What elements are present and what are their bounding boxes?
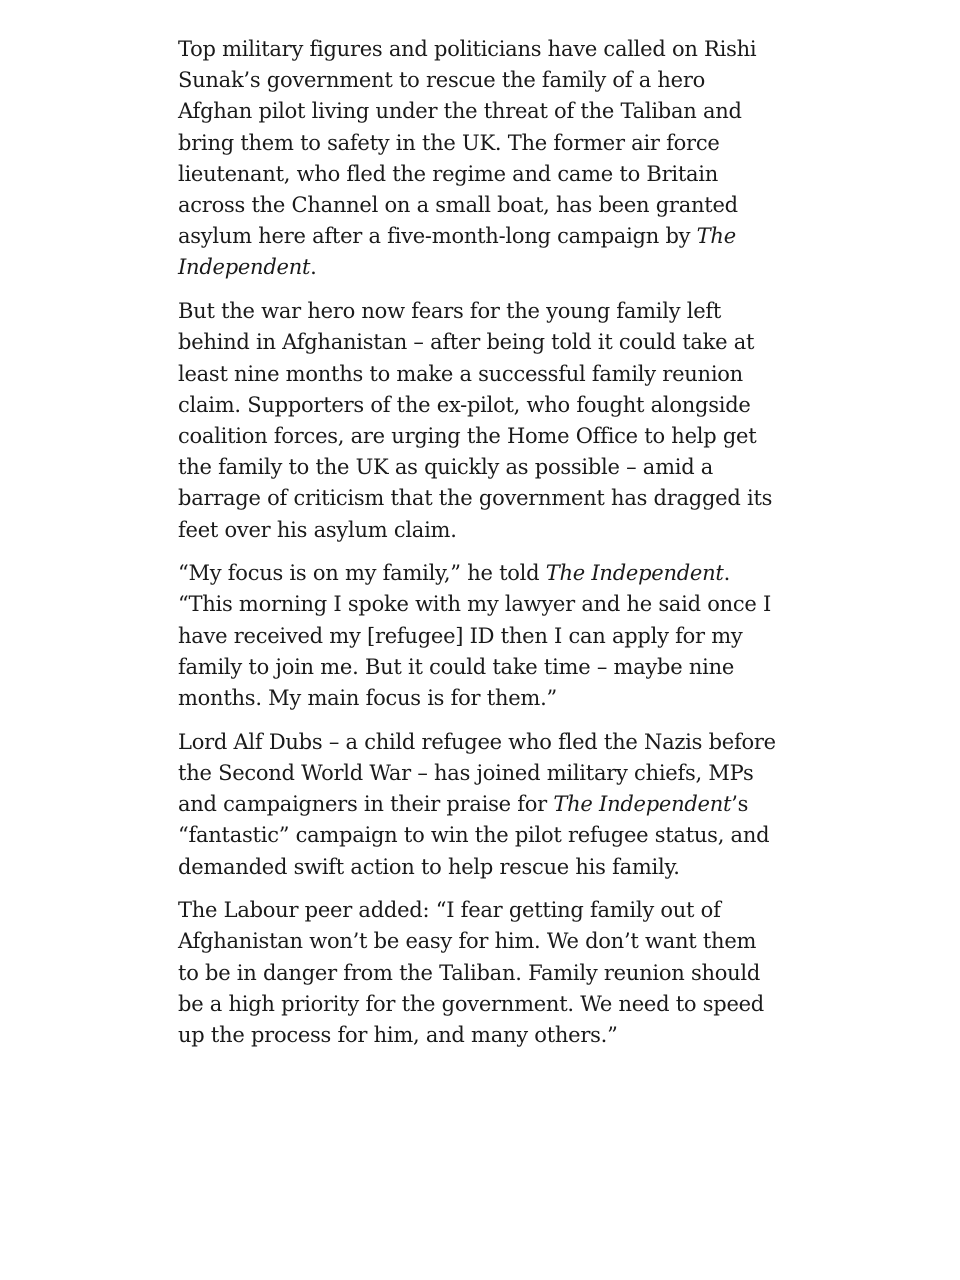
paragraph-text: The Labour peer added: “I fear getting family out of Afghanistan won’t be easy for him. We don’t want them to be in danger from the Taliban. Family reunion should be a high priority for the government. We need to speed up the process for him, and many others.” <box>178 898 764 1048</box>
publication-name: The Independent <box>545 561 724 586</box>
paragraph-text: . <box>310 255 317 280</box>
article-paragraph <box>178 296 778 546</box>
article-paragraph <box>178 34 778 284</box>
article-paragraph <box>178 895 778 1051</box>
article-paragraph <box>178 558 778 714</box>
paragraph-text: Top military figures and politicians have called on Rishi Sunak’s government to rescue the family of a hero Afghan pilot living under the threat of the Taliban and bring them to safety in the UK. The former air force lieutenant, who fled the regime and came to Britain across the Channel on a small boat, has been granted asylum here after a five-month-long campaign by <box>178 37 757 249</box>
paragraph-text: But the war hero now fears for the young family left behind in Afghanistan – after being told it could take at least nine months to make a successful family reunion claim. Supporters of the ex-pilot, who fought alongside coalition forces, are urging the Home Office to help get the family to the UK as quickly as possible – amid a barrage of criticism that the government has dragged its feet over his asylum claim. <box>178 299 773 542</box>
paragraph-text: “My focus is on my family,” he told <box>178 561 546 586</box>
article-body <box>178 34 778 1064</box>
article-paragraph <box>178 727 778 883</box>
paragraph-text: . “This morning I spoke with my lawyer and he said once I have received my [refugee] ID then I can apply for my family to join me. But it could take time – maybe nine months. My main focus is for them.” <box>178 561 772 711</box>
paragraph-text: ’s “fantastic” campaign to win the pilot refugee status, and demanded swift action to help rescue his family. <box>178 792 770 879</box>
paragraph-text: Lord Alf Dubs – a child refugee who fled the Nazis before the Second World War – has joined military chiefs, MPs and campaigners in their praise for <box>178 729 776 817</box>
publication-name: The Independent <box>553 792 732 817</box>
publication-name: The Independent <box>178 224 736 280</box>
